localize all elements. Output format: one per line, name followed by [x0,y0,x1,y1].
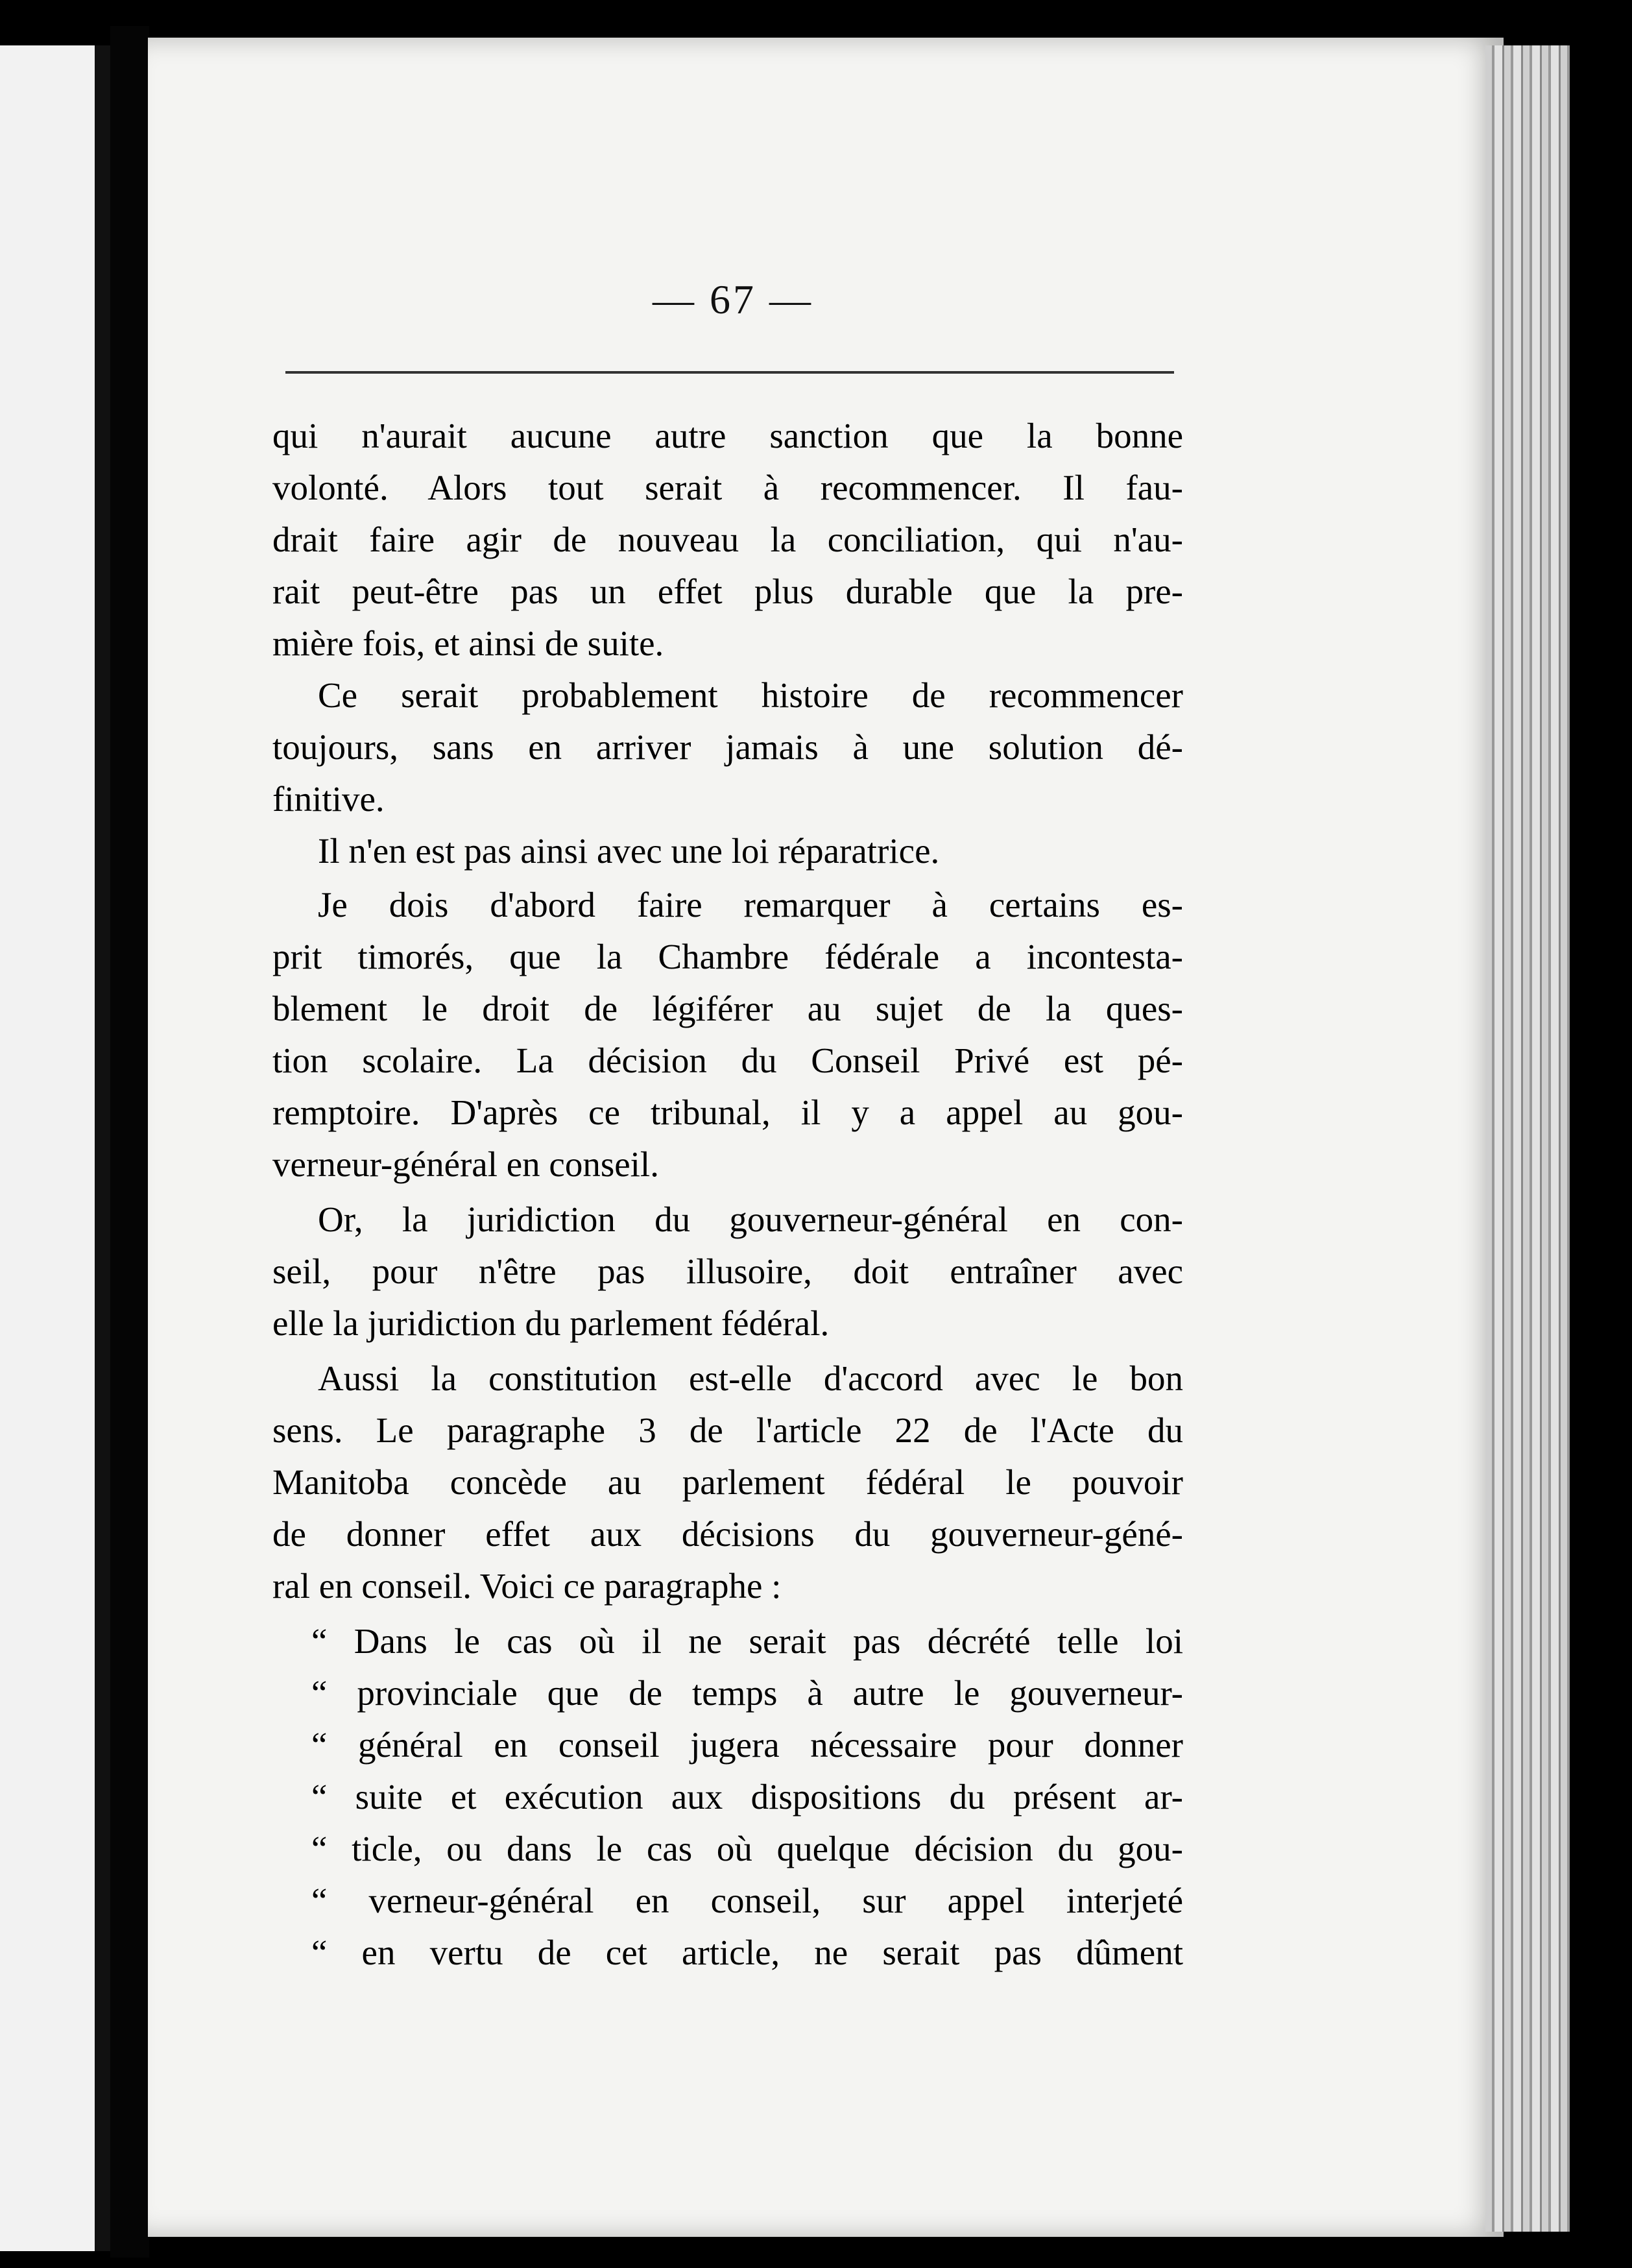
text-line: prit timorés, que la Chambre fédérale a incontesta- [272,937,1183,976]
quote-line: “ verneur-général en conseil, sur appel interjeté [311,1881,1183,1920]
text-line: de donner effet aux décisions du gouverneur-géné- [272,1514,1183,1554]
page-number: — 67 — [653,276,813,322]
text-line: finitive. [272,779,385,819]
header-rule [285,371,1174,374]
text-line: Aussi la constitution est-elle d'accord avec le bon [318,1358,1183,1398]
quote-line: “ suite et exécution aux dispositions du présent ar- [311,1777,1183,1816]
book-spine [110,26,149,2258]
page-edges [1485,45,1570,2232]
quote-line: “ en vertu de cet article, ne serait pas dûment [311,1933,1183,1972]
quote-line: “ provinciale que de temps à autre le gouverneur- [311,1673,1183,1713]
left-page-edge [0,45,110,2251]
text-line: mière fois, et ainsi de suite. [272,623,664,663]
text-line: Ce serait probablement histoire de recommencer [318,675,1183,715]
text-line: drait faire agir de nouveau la conciliation, qui n'au- [272,520,1183,559]
text-line: Il n'en est pas ainsi avec une loi réparatrice. [318,831,940,871]
quote-line: “ Dans le cas où il ne serait pas décrété telle loi [311,1621,1183,1661]
text-line: tion scolaire. La décision du Conseil Privé est pé- [272,1041,1183,1080]
text-line: Or, la juridiction du gouverneur-général en con- [318,1200,1183,1239]
text-line: verneur-général en conseil. [272,1144,659,1184]
quote-line: “ général en conseil jugera nécessaire pour donner [311,1725,1183,1765]
text-line: ral en conseil. Voici ce paragraphe : [272,1566,782,1606]
text-line: toujours, sans en arriver jamais à une solution dé- [272,727,1183,767]
text-line: remptoire. D'après ce tribunal, il y a appel au gou- [272,1092,1183,1132]
quote-line: “ ticle, ou dans le cas où quelque décision du gou- [311,1829,1183,1868]
text-line: sens. Le paragraphe 3 de l'article 22 de l'Acte du [272,1410,1183,1450]
text-line: blement le droit de légiférer au sujet de la ques- [272,989,1183,1028]
text-line: Je dois d'abord faire remarquer à certains es- [318,885,1183,924]
text-line: volonté. Alors tout serait à recommencer. Il fau- [272,468,1183,507]
text-line: rait peut-être pas un effet plus durable que la pre- [272,572,1183,611]
text-line: elle la juridiction du parlement fédéral. [272,1303,830,1343]
text-line: seil, pour n'être pas illusoire, doit entraîner avec [272,1251,1183,1291]
text-line: Manitoba concède au parlement fédéral le pouvoir [272,1462,1183,1502]
text-line: qui n'aurait aucune autre sanction que la bonne [272,416,1183,455]
